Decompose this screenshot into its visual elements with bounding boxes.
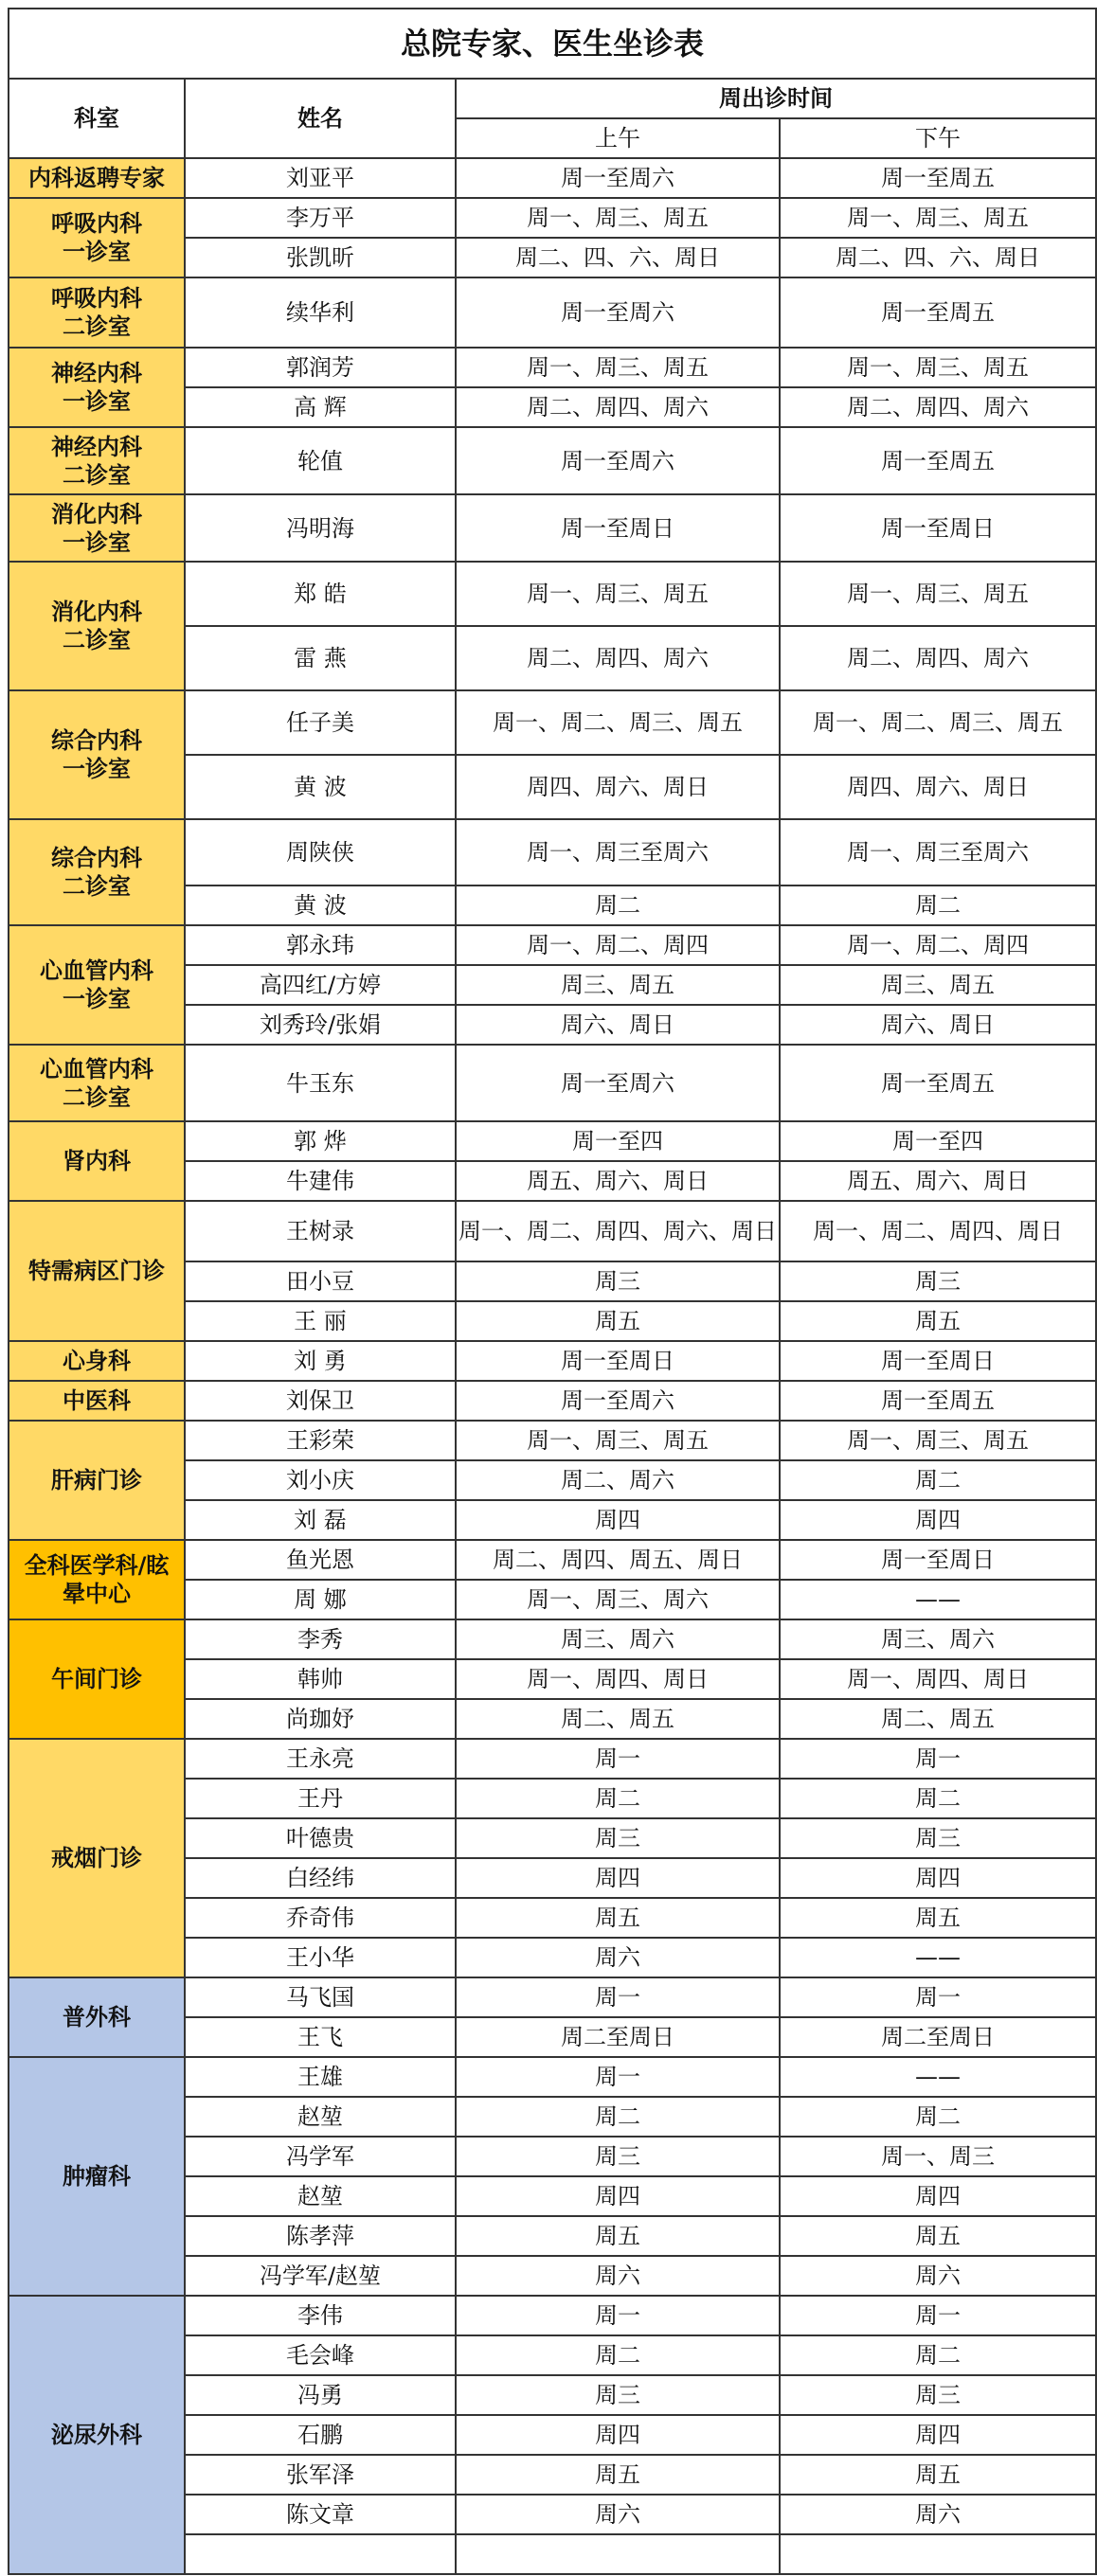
table-row [9, 277, 1096, 348]
pm-schedule-cell: 周一至周五 [780, 158, 1096, 198]
pm-schedule-cell: 周四 [780, 1858, 1096, 1898]
pm-schedule-cell: 周四 [780, 2415, 1096, 2455]
doctor-name-cell: 郭 烨 [185, 1121, 456, 1161]
am-schedule-cell: 周一、周二、周四、周六、周日 [456, 1201, 780, 1261]
doctor-name-cell: 白经纬 [185, 1858, 456, 1898]
pm-schedule-cell: —— [780, 1580, 1096, 1619]
doctor-name-cell: 鱼光恩 [185, 1540, 456, 1580]
am-schedule-cell: 周五、周六、周日 [456, 1161, 780, 1201]
am-schedule-cell: 周四 [456, 2415, 780, 2455]
am-schedule-cell: 周三 [456, 2137, 780, 2176]
doctor-name-cell: 陈孝萍 [185, 2216, 456, 2256]
doctor-name-cell: 王小华 [185, 1938, 456, 1977]
pm-schedule-cell: 周一至周五 [780, 277, 1096, 348]
table-row [9, 1201, 1096, 1261]
am-header: 上午 [456, 118, 780, 158]
dept-cell: 心身科 [9, 1341, 185, 1381]
am-schedule-cell: 周一至周六 [456, 427, 780, 494]
pm-schedule-cell: 周三、周五 [780, 965, 1096, 1005]
schedule-body [9, 158, 1096, 2574]
pm-schedule-cell: 周三 [780, 2375, 1096, 2415]
dept-cell: 心血管内科 二诊室 [9, 1045, 185, 1121]
am-schedule-cell: 周五 [456, 2216, 780, 2256]
table-row [9, 1540, 1096, 1580]
dept-cell: 呼吸内科 一诊室 [9, 198, 185, 277]
pm-schedule-cell: 周二 [780, 2335, 1096, 2375]
am-schedule-cell: 周三 [456, 1818, 780, 1858]
doctor-name-cell: 李万平 [185, 198, 456, 238]
am-schedule-cell: 周一至周日 [456, 494, 780, 562]
pm-schedule-cell: 周二、四、六、周日 [780, 238, 1096, 277]
schedule-table [8, 8, 1097, 2575]
doctor-name-cell: 刘秀玲/张娟 [185, 1005, 456, 1045]
am-schedule-cell: 周五 [456, 2455, 780, 2495]
dept-cell: 肾内科 [9, 1121, 185, 1201]
dept-cell: 呼吸内科 二诊室 [9, 277, 185, 348]
pm-schedule-cell: 周三 [780, 1261, 1096, 1301]
am-schedule-cell: 周三 [456, 1261, 780, 1301]
am-schedule-cell: 周三、周五 [456, 965, 780, 1005]
am-schedule-cell: 周一、周二、周四 [456, 925, 780, 965]
doctor-name-cell: 王 丽 [185, 1301, 456, 1341]
am-schedule-cell: 周四 [456, 2176, 780, 2216]
am-schedule-cell: 周五 [456, 1301, 780, 1341]
doctor-name-cell: 叶德贵 [185, 1818, 456, 1858]
table-row [9, 158, 1096, 198]
pm-schedule-cell: 周五 [780, 2216, 1096, 2256]
pm-schedule-cell: 周一至周五 [780, 1045, 1096, 1121]
dept-cell: 消化内科 二诊室 [9, 562, 185, 690]
pm-schedule-cell: 周一至周五 [780, 1381, 1096, 1421]
am-schedule-cell: 周四 [456, 1858, 780, 1898]
doctor-name-cell: 冯学军/赵堃 [185, 2256, 456, 2296]
doctor-name-cell: 王树录 [185, 1201, 456, 1261]
dept-cell: 戒烟门诊 [9, 1739, 185, 1977]
doctor-name-cell: 张凯昕 [185, 238, 456, 277]
doctor-name-cell: 毛会峰 [185, 2335, 456, 2375]
doctor-name-cell: 任子美 [185, 690, 456, 755]
pm-schedule-cell: 周一 [780, 1977, 1096, 2017]
dept-cell: 综合内科 一诊室 [9, 690, 185, 819]
table-row [9, 1381, 1096, 1421]
doctor-name-cell: 牛建伟 [185, 1161, 456, 1201]
am-schedule-cell: 周六 [456, 1938, 780, 1977]
doctor-name-cell: 冯勇 [185, 2375, 456, 2415]
doctor-name-cell: 雷 燕 [185, 626, 456, 690]
table-row [9, 1045, 1096, 1121]
dept-cell: 肝病门诊 [9, 1421, 185, 1540]
am-schedule-cell: 周一、周三、周五 [456, 1421, 780, 1460]
pm-schedule-cell: 周一、周二、周四、周日 [780, 1201, 1096, 1261]
table-row [9, 1341, 1096, 1381]
am-schedule-cell: 周一、周三、周五 [456, 562, 780, 626]
table-row [9, 1977, 1096, 2017]
pm-schedule-cell: 周三 [780, 1818, 1096, 1858]
am-schedule-cell: 周一 [456, 2057, 780, 2097]
am-schedule-cell: 周二 [456, 2335, 780, 2375]
pm-schedule-cell: 周六、周日 [780, 1005, 1096, 1045]
pm-schedule-cell: 周五 [780, 1898, 1096, 1938]
pm-schedule-cell: 周二 [780, 1460, 1096, 1500]
dept-cell: 消化内科 一诊室 [9, 494, 185, 562]
pm-header: 下午 [780, 118, 1096, 158]
doctor-name-cell: 赵堃 [185, 2097, 456, 2137]
pm-schedule-cell: 周一、周三至周六 [780, 819, 1096, 886]
am-schedule-cell: 周三、周六 [456, 1619, 780, 1659]
am-schedule-cell: 周三 [456, 2375, 780, 2415]
am-schedule-cell: 周一、周三至周六 [456, 819, 780, 886]
doctor-name-cell: 马飞国 [185, 1977, 456, 2017]
doctor-name-cell: 郭润芳 [185, 348, 456, 387]
doctor-name-cell: 王丹 [185, 1779, 456, 1818]
pm-schedule-cell: 周一、周三、周五 [780, 348, 1096, 387]
pm-schedule-cell: 周一、周三、周五 [780, 562, 1096, 626]
table-row [9, 925, 1096, 965]
dept-cell: 内科返聘专家 [9, 158, 185, 198]
am-schedule-cell: 周一至周日 [456, 1341, 780, 1381]
pm-schedule-cell: 周三、周六 [780, 1619, 1096, 1659]
am-schedule-cell: 周一、周三、周五 [456, 198, 780, 238]
am-schedule-cell: 周二至周日 [456, 2017, 780, 2057]
am-schedule-cell: 周二 [456, 886, 780, 925]
pm-schedule-cell: 周二至周日 [780, 2017, 1096, 2057]
table-row [9, 562, 1096, 626]
doctor-name-cell: 刘保卫 [185, 1381, 456, 1421]
doctor-name-cell: 乔奇伟 [185, 1898, 456, 1938]
doctor-name-cell: 高四红/方婷 [185, 965, 456, 1005]
pm-schedule-cell: 周六 [780, 2495, 1096, 2534]
schedule-header: 周出诊时间 [456, 79, 1096, 118]
am-schedule-cell: 周一至周六 [456, 1381, 780, 1421]
am-schedule-cell: 周一、周三、周六 [456, 1580, 780, 1619]
am-schedule-cell: 周六、周日 [456, 1005, 780, 1045]
table-row [9, 198, 1096, 238]
pm-schedule-cell: 周二 [780, 2097, 1096, 2137]
dept-cell: 中医科 [9, 1381, 185, 1421]
am-schedule-cell: 周一、周三、周五 [456, 348, 780, 387]
pm-schedule-cell: 周二、周四、周六 [780, 626, 1096, 690]
doctor-name-cell: 刘小庆 [185, 1460, 456, 1500]
doctor-name-cell: 张军泽 [185, 2455, 456, 2495]
doctor-name-cell: 续华利 [185, 277, 456, 348]
doctor-name-cell: 李伟 [185, 2296, 456, 2335]
am-schedule-cell: 周一至周六 [456, 158, 780, 198]
doctor-name-cell: 刘 勇 [185, 1341, 456, 1381]
pm-schedule-cell: 周五 [780, 1301, 1096, 1341]
doctor-name-cell: 王雄 [185, 2057, 456, 2097]
am-schedule-cell [456, 2534, 780, 2574]
doctor-name-cell: 李秀 [185, 1619, 456, 1659]
table-row [9, 2057, 1096, 2097]
am-schedule-cell: 周四、周六、周日 [456, 755, 780, 819]
am-schedule-cell: 周六 [456, 2256, 780, 2296]
pm-schedule-cell: 周五、周六、周日 [780, 1161, 1096, 1201]
am-schedule-cell: 周六 [456, 2495, 780, 2534]
doctor-name-cell: 刘 磊 [185, 1500, 456, 1540]
am-schedule-cell: 周一 [456, 2296, 780, 2335]
table-row [9, 819, 1096, 886]
dept-cell: 普外科 [9, 1977, 185, 2057]
pm-schedule-cell: 周一、周二、周四 [780, 925, 1096, 965]
pm-schedule-cell: 周一、周四、周日 [780, 1659, 1096, 1699]
am-schedule-cell: 周二、周五 [456, 1699, 780, 1739]
doctor-name-cell: 刘亚平 [185, 158, 456, 198]
doctor-name-cell: 冯学军 [185, 2137, 456, 2176]
table-row [9, 2296, 1096, 2335]
am-schedule-cell: 周二 [456, 2097, 780, 2137]
pm-schedule-cell: 周四、周六、周日 [780, 755, 1096, 819]
pm-schedule-cell: 周一至周日 [780, 1341, 1096, 1381]
doctor-name-cell: 黄 波 [185, 755, 456, 819]
am-schedule-cell: 周一、周四、周日 [456, 1659, 780, 1699]
am-schedule-cell: 周一至四 [456, 1121, 780, 1161]
doctor-name-cell: 尚珈妤 [185, 1699, 456, 1739]
doctor-name-cell: 冯明海 [185, 494, 456, 562]
dept-cell: 综合内科 二诊室 [9, 819, 185, 925]
am-schedule-cell: 周一 [456, 1977, 780, 2017]
am-schedule-cell: 周二、周六 [456, 1460, 780, 1500]
doctor-name-cell: 王彩荣 [185, 1421, 456, 1460]
am-schedule-cell: 周二、周四、周五、周日 [456, 1540, 780, 1580]
pm-schedule-cell: 周一至周五 [780, 427, 1096, 494]
am-schedule-cell: 周一 [456, 1739, 780, 1779]
am-schedule-cell: 周五 [456, 1898, 780, 1938]
am-schedule-cell: 周二 [456, 1779, 780, 1818]
dept-cell: 肿瘤科 [9, 2057, 185, 2296]
pm-schedule-cell [780, 2534, 1096, 2574]
pm-schedule-cell: 周二 [780, 886, 1096, 925]
pm-schedule-cell: 周一至周日 [780, 494, 1096, 562]
doctor-name-cell: 陈文章 [185, 2495, 456, 2534]
pm-schedule-cell: —— [780, 1938, 1096, 1977]
dept-cell: 午间门诊 [9, 1619, 185, 1739]
am-schedule-cell: 周二、周四、周六 [456, 626, 780, 690]
doctor-name-cell: 郭永玮 [185, 925, 456, 965]
table-row [9, 690, 1096, 755]
doctor-name-cell: 高 辉 [185, 387, 456, 427]
doctor-name-cell: 轮值 [185, 427, 456, 494]
pm-schedule-cell: 周一、周三、周五 [780, 1421, 1096, 1460]
doctor-name-cell: 牛玉东 [185, 1045, 456, 1121]
pm-schedule-cell: 周一 [780, 1739, 1096, 1779]
pm-schedule-cell: 周四 [780, 2176, 1096, 2216]
am-schedule-cell: 周一至周六 [456, 277, 780, 348]
pm-schedule-cell: —— [780, 2057, 1096, 2097]
doctor-name-cell: 周 娜 [185, 1580, 456, 1619]
doctor-name-cell: 赵堃 [185, 2176, 456, 2216]
doctor-name-cell: 石鹏 [185, 2415, 456, 2455]
dept-cell: 心血管内科 一诊室 [9, 925, 185, 1045]
table-row [9, 427, 1096, 494]
pm-schedule-cell: 周五 [780, 2455, 1096, 2495]
pm-schedule-cell: 周四 [780, 1500, 1096, 1540]
am-schedule-cell: 周二、周四、周六 [456, 387, 780, 427]
am-schedule-cell: 周二、四、六、周日 [456, 238, 780, 277]
am-schedule-cell: 周一至周六 [456, 1045, 780, 1121]
dept-cell: 特需病区门诊 [9, 1201, 185, 1341]
am-schedule-cell: 周一、周二、周三、周五 [456, 690, 780, 755]
pm-schedule-cell: 周一、周二、周三、周五 [780, 690, 1096, 755]
dept-cell: 神经内科 二诊室 [9, 427, 185, 494]
table-row [9, 348, 1096, 387]
pm-schedule-cell: 周二 [780, 1779, 1096, 1818]
name-header: 姓名 [185, 79, 456, 158]
table-row [9, 1619, 1096, 1659]
doctor-name-cell: 周陕侠 [185, 819, 456, 886]
table-row [9, 494, 1096, 562]
doctor-name-cell: 郑 皓 [185, 562, 456, 626]
doctor-name-cell: 王飞 [185, 2017, 456, 2057]
doctor-name-cell: 黄 波 [185, 886, 456, 925]
dept-cell: 泌尿外科 [9, 2296, 185, 2574]
doctor-name-cell: 王永亮 [185, 1739, 456, 1779]
pm-schedule-cell: 周一、周三、周五 [780, 198, 1096, 238]
pm-schedule-cell: 周二、周五 [780, 1699, 1096, 1739]
pm-schedule-cell: 周一至四 [780, 1121, 1096, 1161]
table-row [9, 1121, 1096, 1161]
pm-schedule-cell: 周一至周日 [780, 1540, 1096, 1580]
am-schedule-cell: 周四 [456, 1500, 780, 1540]
doctor-name-cell: 韩帅 [185, 1659, 456, 1699]
pm-schedule-cell: 周六 [780, 2256, 1096, 2296]
pm-schedule-cell: 周一、周三 [780, 2137, 1096, 2176]
doctor-name-cell [185, 2534, 456, 2574]
pm-schedule-cell: 周二、周四、周六 [780, 387, 1096, 427]
pm-schedule-cell: 周一 [780, 2296, 1096, 2335]
doctor-name-cell: 田小豆 [185, 1261, 456, 1301]
table-title: 总院专家、医生坐诊表 [9, 9, 1096, 79]
dept-header: 科室 [9, 79, 185, 158]
table-row [9, 1421, 1096, 1460]
dept-cell: 全科医学科/眩 晕中心 [9, 1540, 185, 1619]
dept-cell: 神经内科 一诊室 [9, 348, 185, 427]
table-row [9, 1739, 1096, 1779]
